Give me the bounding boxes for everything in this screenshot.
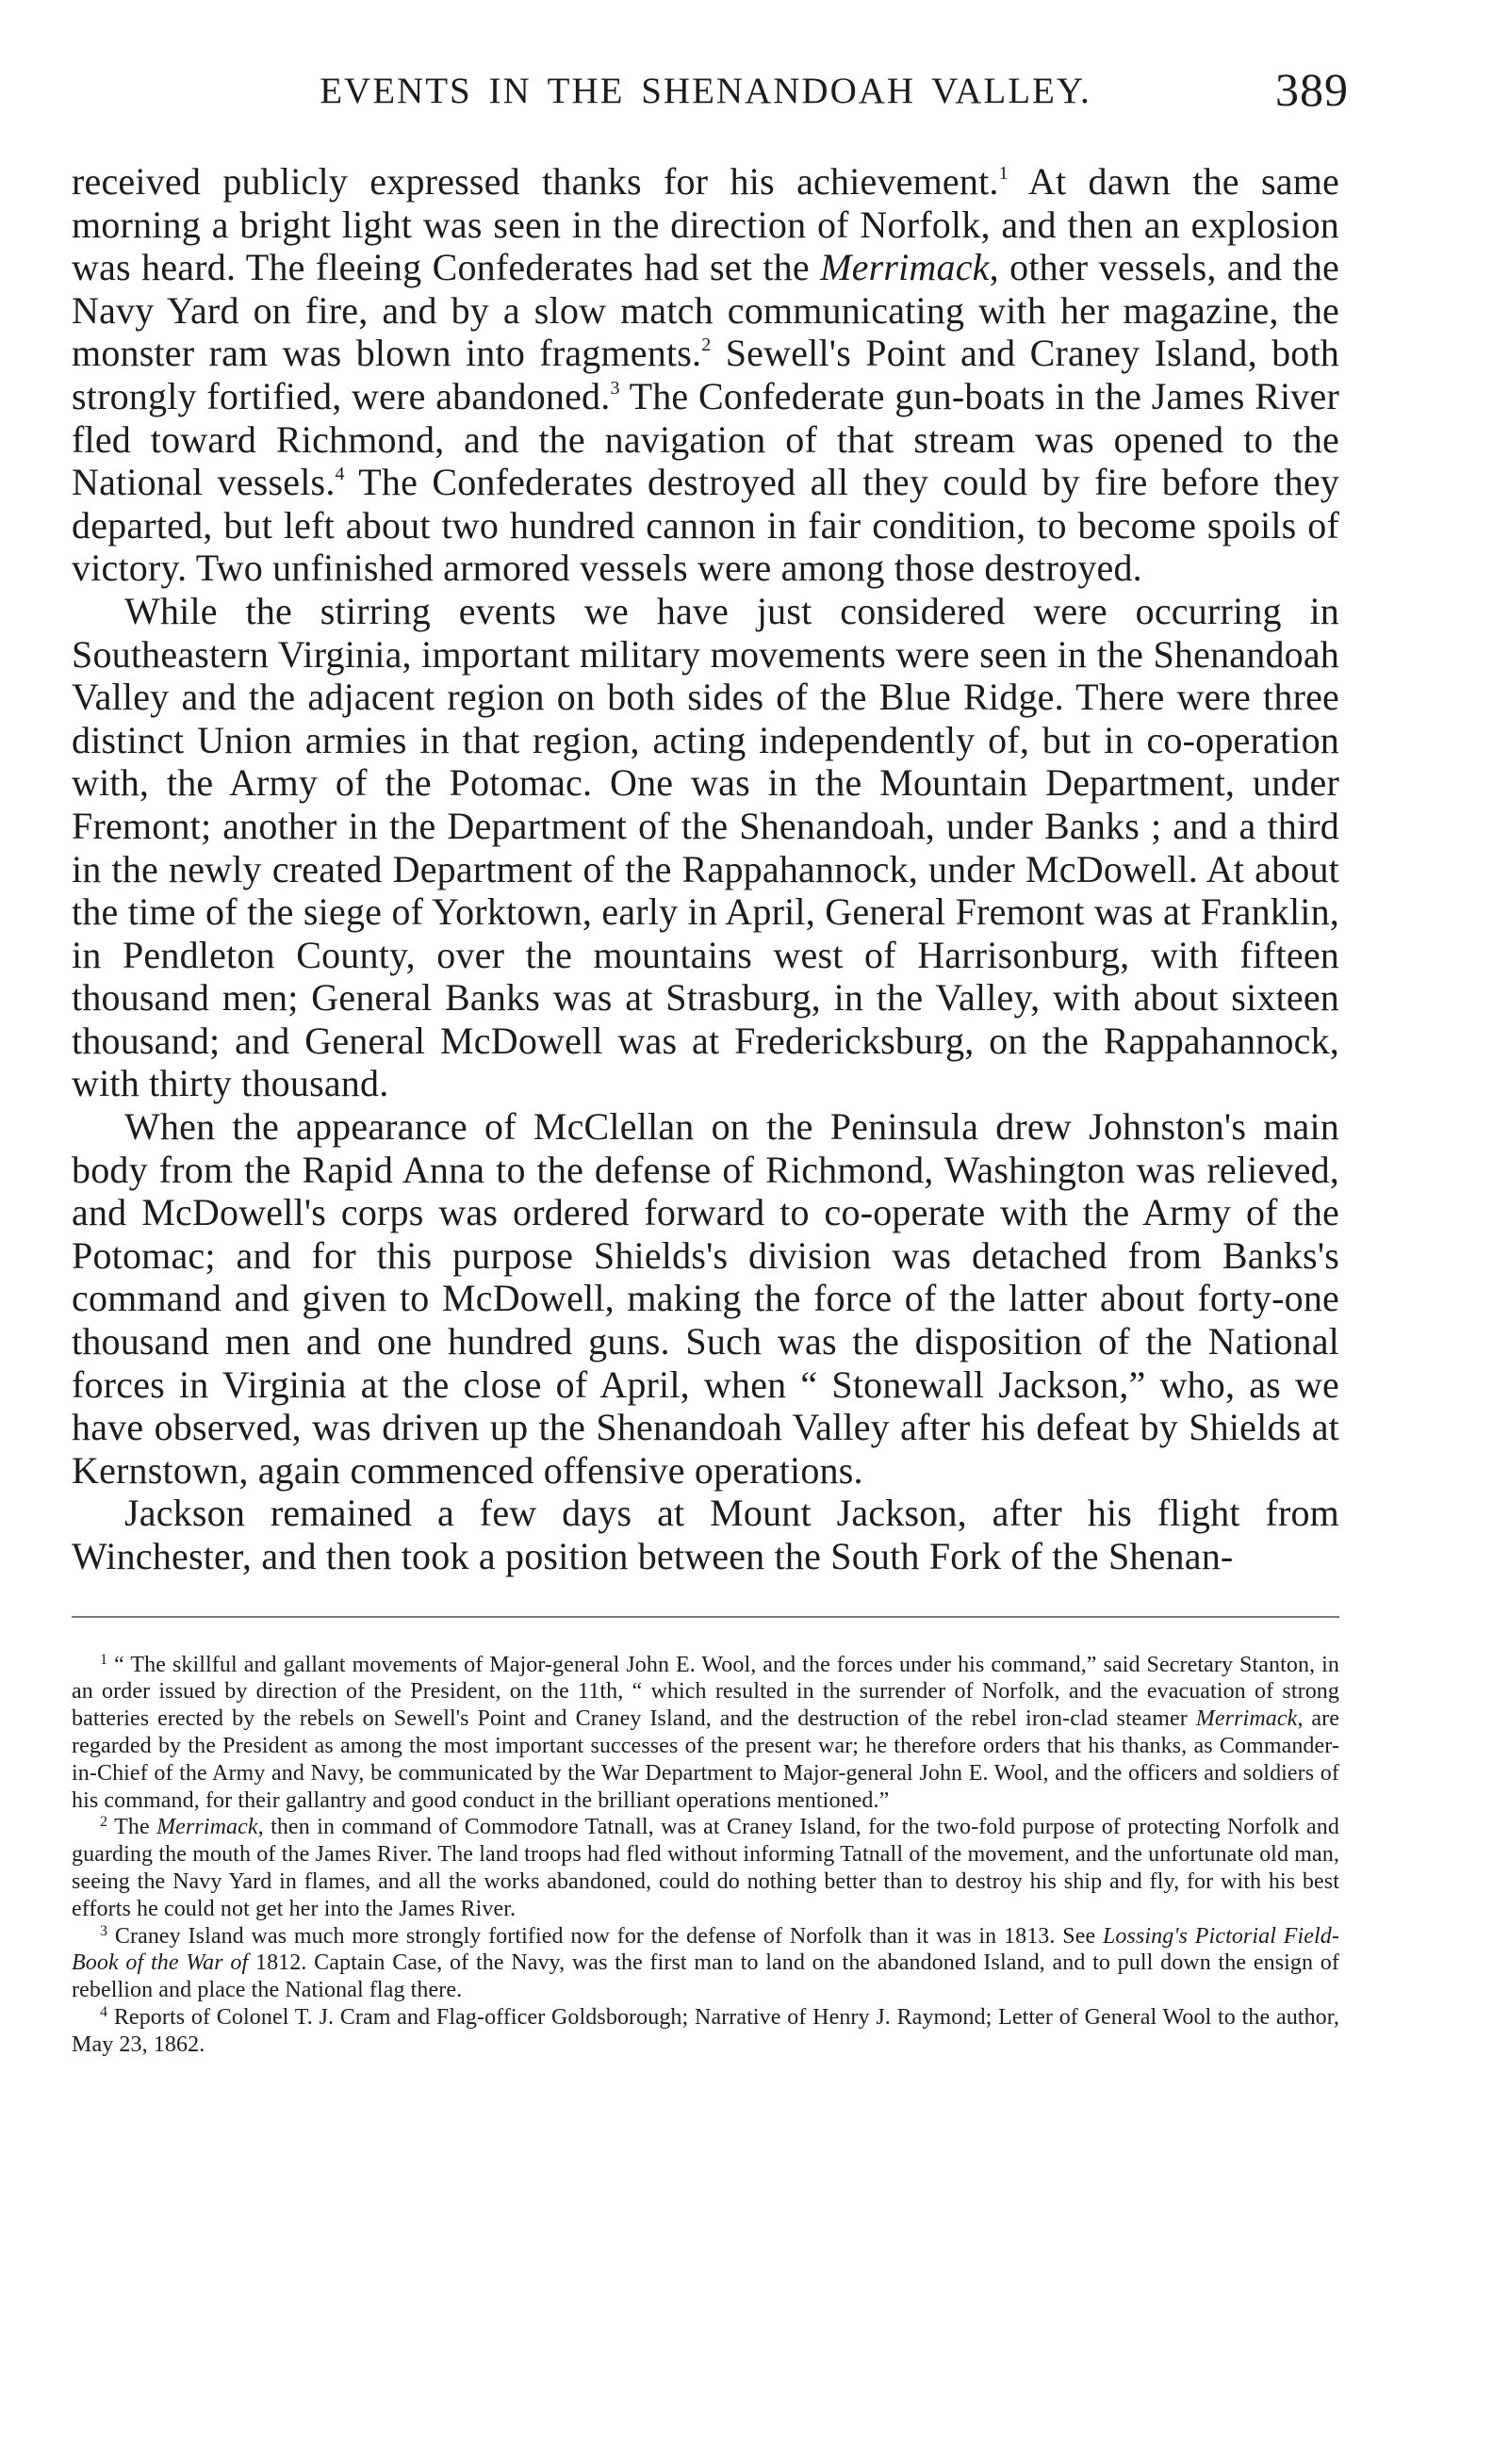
footnote-2 [72, 1814, 1339, 1922]
body-text [72, 160, 1339, 1578]
page-number: 389 [1275, 63, 1349, 116]
text-run: , other vessels, and the Navy Yard on fire, and by a slow match communicating with her magazine, the monster ram was blown into fragments. [72, 246, 1339, 375]
ship-name: Merrimack [820, 246, 990, 289]
footnote-reference: 3 [610, 377, 620, 399]
footnote-divider [72, 1616, 1339, 1618]
body-paragraph-2: While the stirring events we have just considered were occurring in Southeastern Virginia, important military movements were seen in the Shenandoah Valley and the adjacent region on both sides of the Blue Ridge. There were three distinct Union armies in that region, acting independently of, but in co-operation with, the Army of the Potomac. One was in the Mountain Department, under Fremont; another in the Department of the Shenandoah, under Banks ; and a third in the newly created Department of the Rappahannock, under McDowell. At about the time of the siege of Yorktown, early in April, General Fremont was at Franklin, in Pendleton County, over the mountains west of Harrisonburg, with fifteen thousand men; General Banks was at Strasburg, in the Valley, with about sixteen thousand; and General McDowell was at Fredericksburg, on the Rappahannock, with thirty thousand. [72, 589, 1339, 1105]
footnote-reference: 1 [998, 163, 1009, 184]
footnote-4 [72, 2004, 1339, 2059]
book-title: Lossing's Pictorial Field-Book of the War of [72, 1923, 1340, 1976]
footnotes [72, 1652, 1339, 2059]
footnote-marker: 3 [100, 1922, 108, 1939]
footnote-reference: 2 [701, 335, 712, 356]
footnote-text: , are regarded by the President as among the most important successes of the present war; he therefore orders that his thanks, as Commander-in-Chief of the Army and Navy, be communicated by the War Department to Major-general John E. Wool, and the officers and soldiers of his command, for their gallantry and good conduct in the brilliant operations mentioned.” [72, 1706, 1340, 1813]
footnote-text: , then in command of Commodore Tatnall, was at Craney Island, for the two-fold purpose of protecting Norfolk and guarding the mouth of the James River. The land troops had fled without informing Tatnall of the movement, and the unfortunate old man, seeing the Navy Yard in flames, and all the works abandoned, could do nothing better than to destroy his ship and fly, for with his best efforts he could not get her into the James River. [72, 1815, 1340, 1921]
footnote-text: Craney Island was much more strongly fortified now for the defense of Norfolk than it was in 1813. See [114, 1923, 1103, 1949]
text-run: At dawn the same morning a bright light was seen in the direction of Norfolk, and then an explosion was heard. The fleeing Confederates had set the [72, 160, 1339, 289]
ship-name: Merrimack [156, 1815, 258, 1840]
footnote-text: Reports of Colonel T. J. Cram and Flag-officer Goldsborough; Narrative of Henry J. Raymond; Letter of General Wool to the author, May 23, 1862. [72, 2004, 1339, 2057]
ship-name: Merrimack [1195, 1706, 1298, 1732]
text-run: received publicly expressed thanks for his achievement. [72, 160, 999, 203]
footnote-reference: 4 [335, 464, 345, 485]
footnote-text: 1812. Captain Case, of the Navy, was the first man to land on the abandoned Island, and to pull down the ensign of rebellion and place the National flag there. [72, 1950, 1339, 2003]
text-run: The Confederates destroyed all they could by fire before they departed, but left about two hundred cannon in fair condition, to become spoils of victory. Two unfinished armored vessels were among those destroyed. [72, 461, 1339, 590]
running-head-title: EVENTS IN THE SHENANDOAH VALLEY. [320, 71, 1091, 111]
body-paragraph-1 [72, 160, 1339, 590]
footnote-marker: 2 [100, 1814, 108, 1831]
footnote-text: “ The skillful and gallant movements of Major-general John E. Wool, and the forces under his command,” said Secretary Stanton, in an order issued by direction of the President, on the 11th, “ which resulted in the surrender of Norfolk, and the evacuation of strong batteries erected by the rebels on Sewell's Point and Craney Island, and the destruction of the rebel iron-clad steamer [72, 1652, 1339, 1732]
footnote-3 [72, 1923, 1339, 2004]
footnote-marker: 4 [100, 2003, 108, 2020]
running-head [72, 60, 1349, 126]
footnote-marker: 1 [100, 1651, 108, 1668]
body-paragraph-4: Jackson remained a few days at Mount Jackson, after his flight from Winchester, and then took a position between the South Fork of the Shenan- [72, 1492, 1339, 1577]
body-paragraph-3: When the appearance of McClellan on the Peninsula drew Johnston's main body from the Rapid Anna to the defense of Richmond, Washington was relieved, and McDowell's corps was ordered forward to co-operate with the Army of the Potomac; and for this purpose Shields's division was detached from Banks's command and given to McDowell, making the force of the latter about forty-one thousand men and one hundred guns. Such was the disposition of the National forces in Virginia at the close of April, when “ Stonewall Jackson,” who, as we have observed, was driven up the Shenandoah Valley after his defeat by Shields at Kernstown, again commenced offensive operations. [72, 1105, 1339, 1492]
text-run: Sewell's Point and Craney Island, both strongly fortified, were abandoned. [72, 332, 1339, 417]
footnote-1 [72, 1652, 1339, 1815]
footnote-text: The [114, 1815, 157, 1840]
text-run: The Confederate gun-boats in the James River fled toward Richmond, and the navigation of that stream was opened to the National vessels. [72, 374, 1339, 504]
book-page [72, 60, 1349, 2059]
